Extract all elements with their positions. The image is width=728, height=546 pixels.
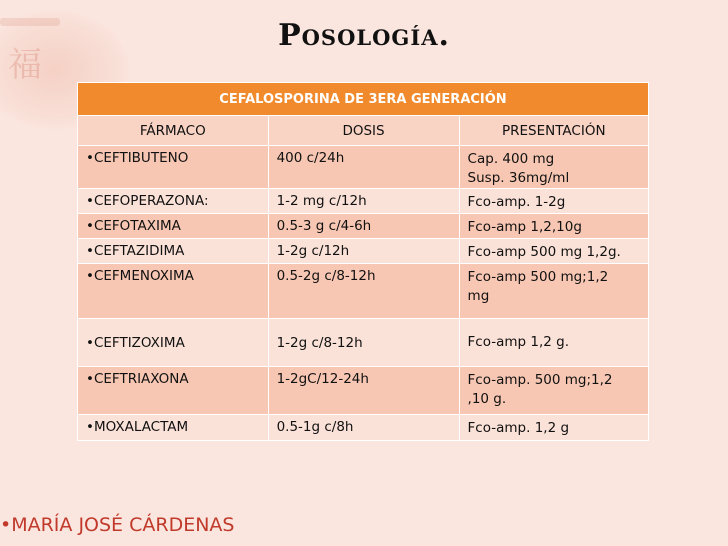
header-farmaco: FÁRMACO <box>78 116 269 146</box>
cell-farmaco: •CEFMENOXIMA <box>78 264 269 319</box>
cephalosporin-table <box>77 82 649 441</box>
cell-dosis: 1-2gC/12-24h <box>268 367 459 415</box>
table-row <box>78 146 649 189</box>
presentacion-line: Fco-amp 500 mg 1,2g. <box>467 244 621 260</box>
table-row <box>78 319 649 367</box>
table-row <box>78 264 649 319</box>
cell-presentacion <box>459 189 648 214</box>
cell-presentacion <box>459 239 648 264</box>
presentacion-line: mg <box>467 288 490 304</box>
cell-dosis: 0.5-3 g c/4-6h <box>268 214 459 239</box>
lantern-glyph-icon: 福 <box>8 45 42 85</box>
cell-dosis: 1-2g c/8-12h <box>268 319 459 367</box>
presentacion-line: Fco-amp. 500 mg;1,2 <box>467 372 613 388</box>
cell-farmaco: •CEFOPERAZONA: <box>78 189 269 214</box>
cell-dosis: 1-2 mg c/12h <box>268 189 459 214</box>
cell-dosis: 1-2g c/12h <box>268 239 459 264</box>
cell-dosis: 400 c/24h <box>268 146 459 189</box>
table-row <box>78 214 649 239</box>
cell-farmaco: •CEFTIZOXIMA <box>78 319 269 367</box>
table-row <box>78 239 649 264</box>
cell-dosis: 0.5-1g c/8h <box>268 415 459 441</box>
cell-presentacion <box>459 214 648 239</box>
cell-presentacion <box>459 319 648 367</box>
table-header-row <box>78 116 649 146</box>
presentacion-line: Fco-amp 1,2,10g <box>467 219 582 235</box>
presentacion-line: Fco-amp 500 mg;1,2 <box>467 269 609 285</box>
cell-presentacion <box>459 367 648 415</box>
cell-presentacion <box>459 264 648 319</box>
presentacion-line: Susp. 36mg/ml <box>467 170 570 186</box>
slide-title: Posología. <box>278 18 450 53</box>
table-row <box>78 367 649 415</box>
table-row <box>78 189 649 214</box>
table-row <box>78 415 649 441</box>
presentacion-line: Cap. 400 mg <box>467 151 555 167</box>
header-presentacion: PRESENTACIÓN <box>459 116 648 146</box>
presentacion-line: Fco-amp. 1,2 g <box>467 420 570 436</box>
cell-farmaco: •CEFTRIAXONA <box>78 367 269 415</box>
table-band-title: CEFALOSPORINA DE 3ERA GENERACIÓN <box>78 83 649 116</box>
cell-presentacion <box>459 415 648 441</box>
header-dosis: DOSIS <box>268 116 459 146</box>
presentacion-line: ,10 g. <box>467 391 507 407</box>
author-name: •MARÍA JOSÉ CÁRDENAS <box>0 514 235 536</box>
presentacion-line: Fco-amp 1,2 g. <box>467 334 570 350</box>
cell-presentacion <box>459 146 648 189</box>
cell-farmaco: •MOXALACTAM <box>78 415 269 441</box>
presentacion-line: Fco-amp. 1-2g <box>467 194 566 210</box>
cell-dosis: 0.5-2g c/8-12h <box>268 264 459 319</box>
cell-farmaco: •CEFTAZIDIMA <box>78 239 269 264</box>
cell-farmaco: •CEFOTAXIMA <box>78 214 269 239</box>
cell-farmaco: •CEFTIBUTENO <box>78 146 269 189</box>
